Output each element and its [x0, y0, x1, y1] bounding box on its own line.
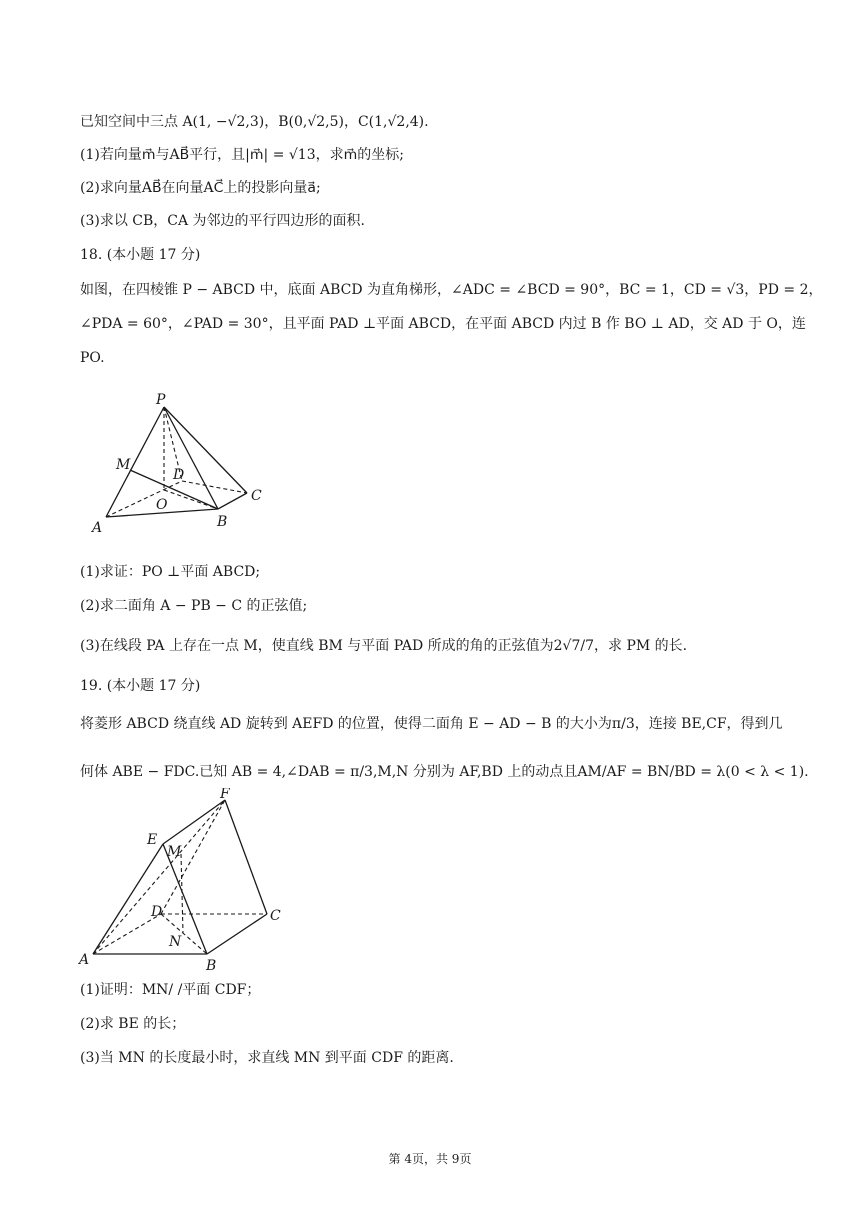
label-M: M: [167, 844, 182, 860]
label-A: A: [79, 952, 90, 968]
problem-18-heading: 18. (本小题 17 分): [80, 247, 201, 263]
problem-text-line-1: 已知空间中三点 A(1, −√2,3)，B(0,√2,5)，C(1,√2,4).: [80, 114, 429, 130]
label-C: C: [251, 488, 262, 504]
label-B: B: [217, 514, 228, 530]
label-O: O: [156, 497, 168, 513]
page-footer: 第 4页，共 9页: [388, 1152, 472, 1166]
problem-text-line-10: (2)求二面角 A − PB − C 的正弦值;: [80, 598, 308, 614]
problem-text-line-14: 何体 ABE − FDC.已知 AB = 4,∠DAB = π/3,M,N 分别为 AF,BD 上的动点且AM/AF = BN/BD = λ(0 < λ < 1).: [80, 764, 809, 780]
problem-text-line-7: ∠PDA = 60°，∠PAD = 30°，且平面 PAD ⊥平面 ABCD，在平面 ABCD 内过 B 作 BO ⊥ AD，交 AD 于 O，连: [80, 316, 806, 332]
problem-text-line-4: (3)求以 CB，CA 为邻边的平行四边形的面积.: [80, 213, 366, 229]
pyramid-figure: [80, 385, 280, 540]
label-D: D: [173, 467, 185, 483]
label-P: P: [156, 392, 166, 408]
problem-text-line-2: (1)若向量m⃗与AB⃗平行，且|m⃗| = √13，求m⃗的坐标;: [80, 147, 404, 163]
label-E: E: [147, 832, 158, 848]
label-D: D: [151, 904, 163, 920]
problem-text-line-6: 如图，在四棱锥 P − ABCD 中，底面 ABCD 为直角梯形，∠ADC = ∠BCD = 90°，BC = 1，CD = √3，PD = 2，: [80, 282, 823, 298]
solid-figure: [75, 788, 290, 978]
label-C: C: [270, 908, 281, 924]
problem-text-line-11: (3)在线段 PA 上存在一点 M，使直线 BM 与平面 PAD 所成的角的正弦值为2√7/7，求 PM 的长.: [80, 638, 688, 654]
label-F: F: [220, 788, 230, 802]
problem-text-line-13: 将菱形 ABCD 绕直线 AD 旋转到 AEFD 的位置，使得二面角 E − AD − B 的大小为π/3，连接 BE,CF，得到几: [80, 716, 783, 732]
problem-text-line-15: (1)证明：MN/ /平面 CDF；: [80, 982, 261, 998]
label-B: B: [206, 958, 217, 974]
label-N: N: [169, 934, 182, 950]
label-A: A: [92, 520, 103, 536]
label-M: M: [116, 457, 131, 473]
problem-text-line-17: (3)当 MN 的长度最小时，求直线 MN 到平面 CDF 的距离.: [80, 1050, 454, 1066]
problem-text-line-8: PO.: [80, 350, 105, 366]
problem-text-line-9: (1)求证：PO ⊥平面 ABCD;: [80, 564, 261, 580]
problem-text-line-16: (2)求 BE 的长；: [80, 1016, 186, 1032]
problem-text-line-3: (2)求向量AB⃗在向量AC⃗上的投影向量a⃗;: [80, 180, 321, 196]
problem-19-heading: 19. (本小题 17 分): [80, 678, 201, 694]
